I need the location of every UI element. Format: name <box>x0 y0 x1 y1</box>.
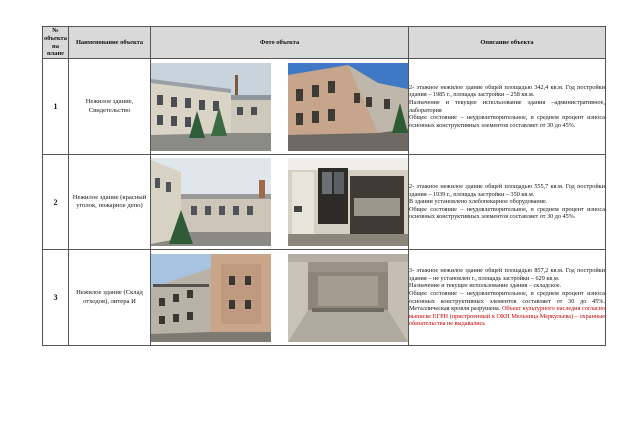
object-name: Нежилое здание, Свидетельство <box>69 59 151 155</box>
table-row <box>43 155 606 250</box>
header-name: Наименование объекта <box>69 27 151 59</box>
object-number: 3 <box>43 250 69 346</box>
table-row <box>43 59 606 155</box>
object-number: 1 <box>43 59 69 155</box>
header-row <box>43 27 606 59</box>
object-name: Нежилое здание (красный уголок, пожарное депо) <box>69 155 151 250</box>
description-line: Назначение и текущее использование здания – складское. <box>409 282 562 290</box>
interior-photo <box>288 158 408 246</box>
interior-photo <box>288 254 408 342</box>
object-photos <box>151 155 409 250</box>
description-line: Общее состояние – неудовлетворительное, в среднем процент износа основных конструктивных элементов составляет от 30 до 45%. Металлическая кровля разрушена. <box>409 289 605 313</box>
header-num: № объекта на плане <box>44 27 67 58</box>
building-photo <box>151 63 271 151</box>
building-photo <box>151 254 271 342</box>
object-description <box>409 59 606 155</box>
description-line: Общее состояние – неудовлетворительное, в среднем процент износа основных конструктивных элементов составляет от 30 до 45%. <box>409 205 605 221</box>
object-photos <box>151 59 409 155</box>
description-line: 2- этажное нежилое здание общей площадью 555,7 кв.м. Год постройки здания – 1939 г., площадь застройки – 350 кв.м. <box>409 183 605 198</box>
heritage-note: Объект культурного наследия согласно выписке ЕГРН (пристроенный к ОКН Мельница Меркульева) – охранные обязательства не выдавались <box>409 305 605 328</box>
header-desc: Описание объекта <box>409 27 606 59</box>
description-line: Назначение и текущее использование здания –административное, лаборатория <box>409 98 605 114</box>
object-description <box>409 155 606 250</box>
objects-table <box>42 26 606 346</box>
table-row <box>43 250 606 346</box>
object-photos <box>151 250 409 346</box>
description-line: 3- этажное нежилое здание общей площадью 857,2 кв.м. Год постройки здания – не установлен г., площадь застройки – 629 кв.м. <box>409 267 605 282</box>
description-line: В здании установлено хлебопекарное оборудование. <box>409 198 548 206</box>
building-photo <box>151 158 271 246</box>
object-name: Нежилое здание (Склад отходов), литера И <box>69 250 151 346</box>
description-line: Общее состояние – неудовлетворительное, в среднем процент износа основных конструктивных элементов составляет от 30 до 45%. <box>409 114 605 129</box>
object-description <box>409 250 606 346</box>
description-line: 2- этажное нежилое здание общей площадью 342,4 кв.м. Год постройки здания – 1985 г., площадь застройки – 258 кв.м. <box>409 83 605 99</box>
building-photo <box>288 63 408 151</box>
header-photo: Фото объекта <box>151 27 409 59</box>
object-number: 2 <box>43 155 69 250</box>
